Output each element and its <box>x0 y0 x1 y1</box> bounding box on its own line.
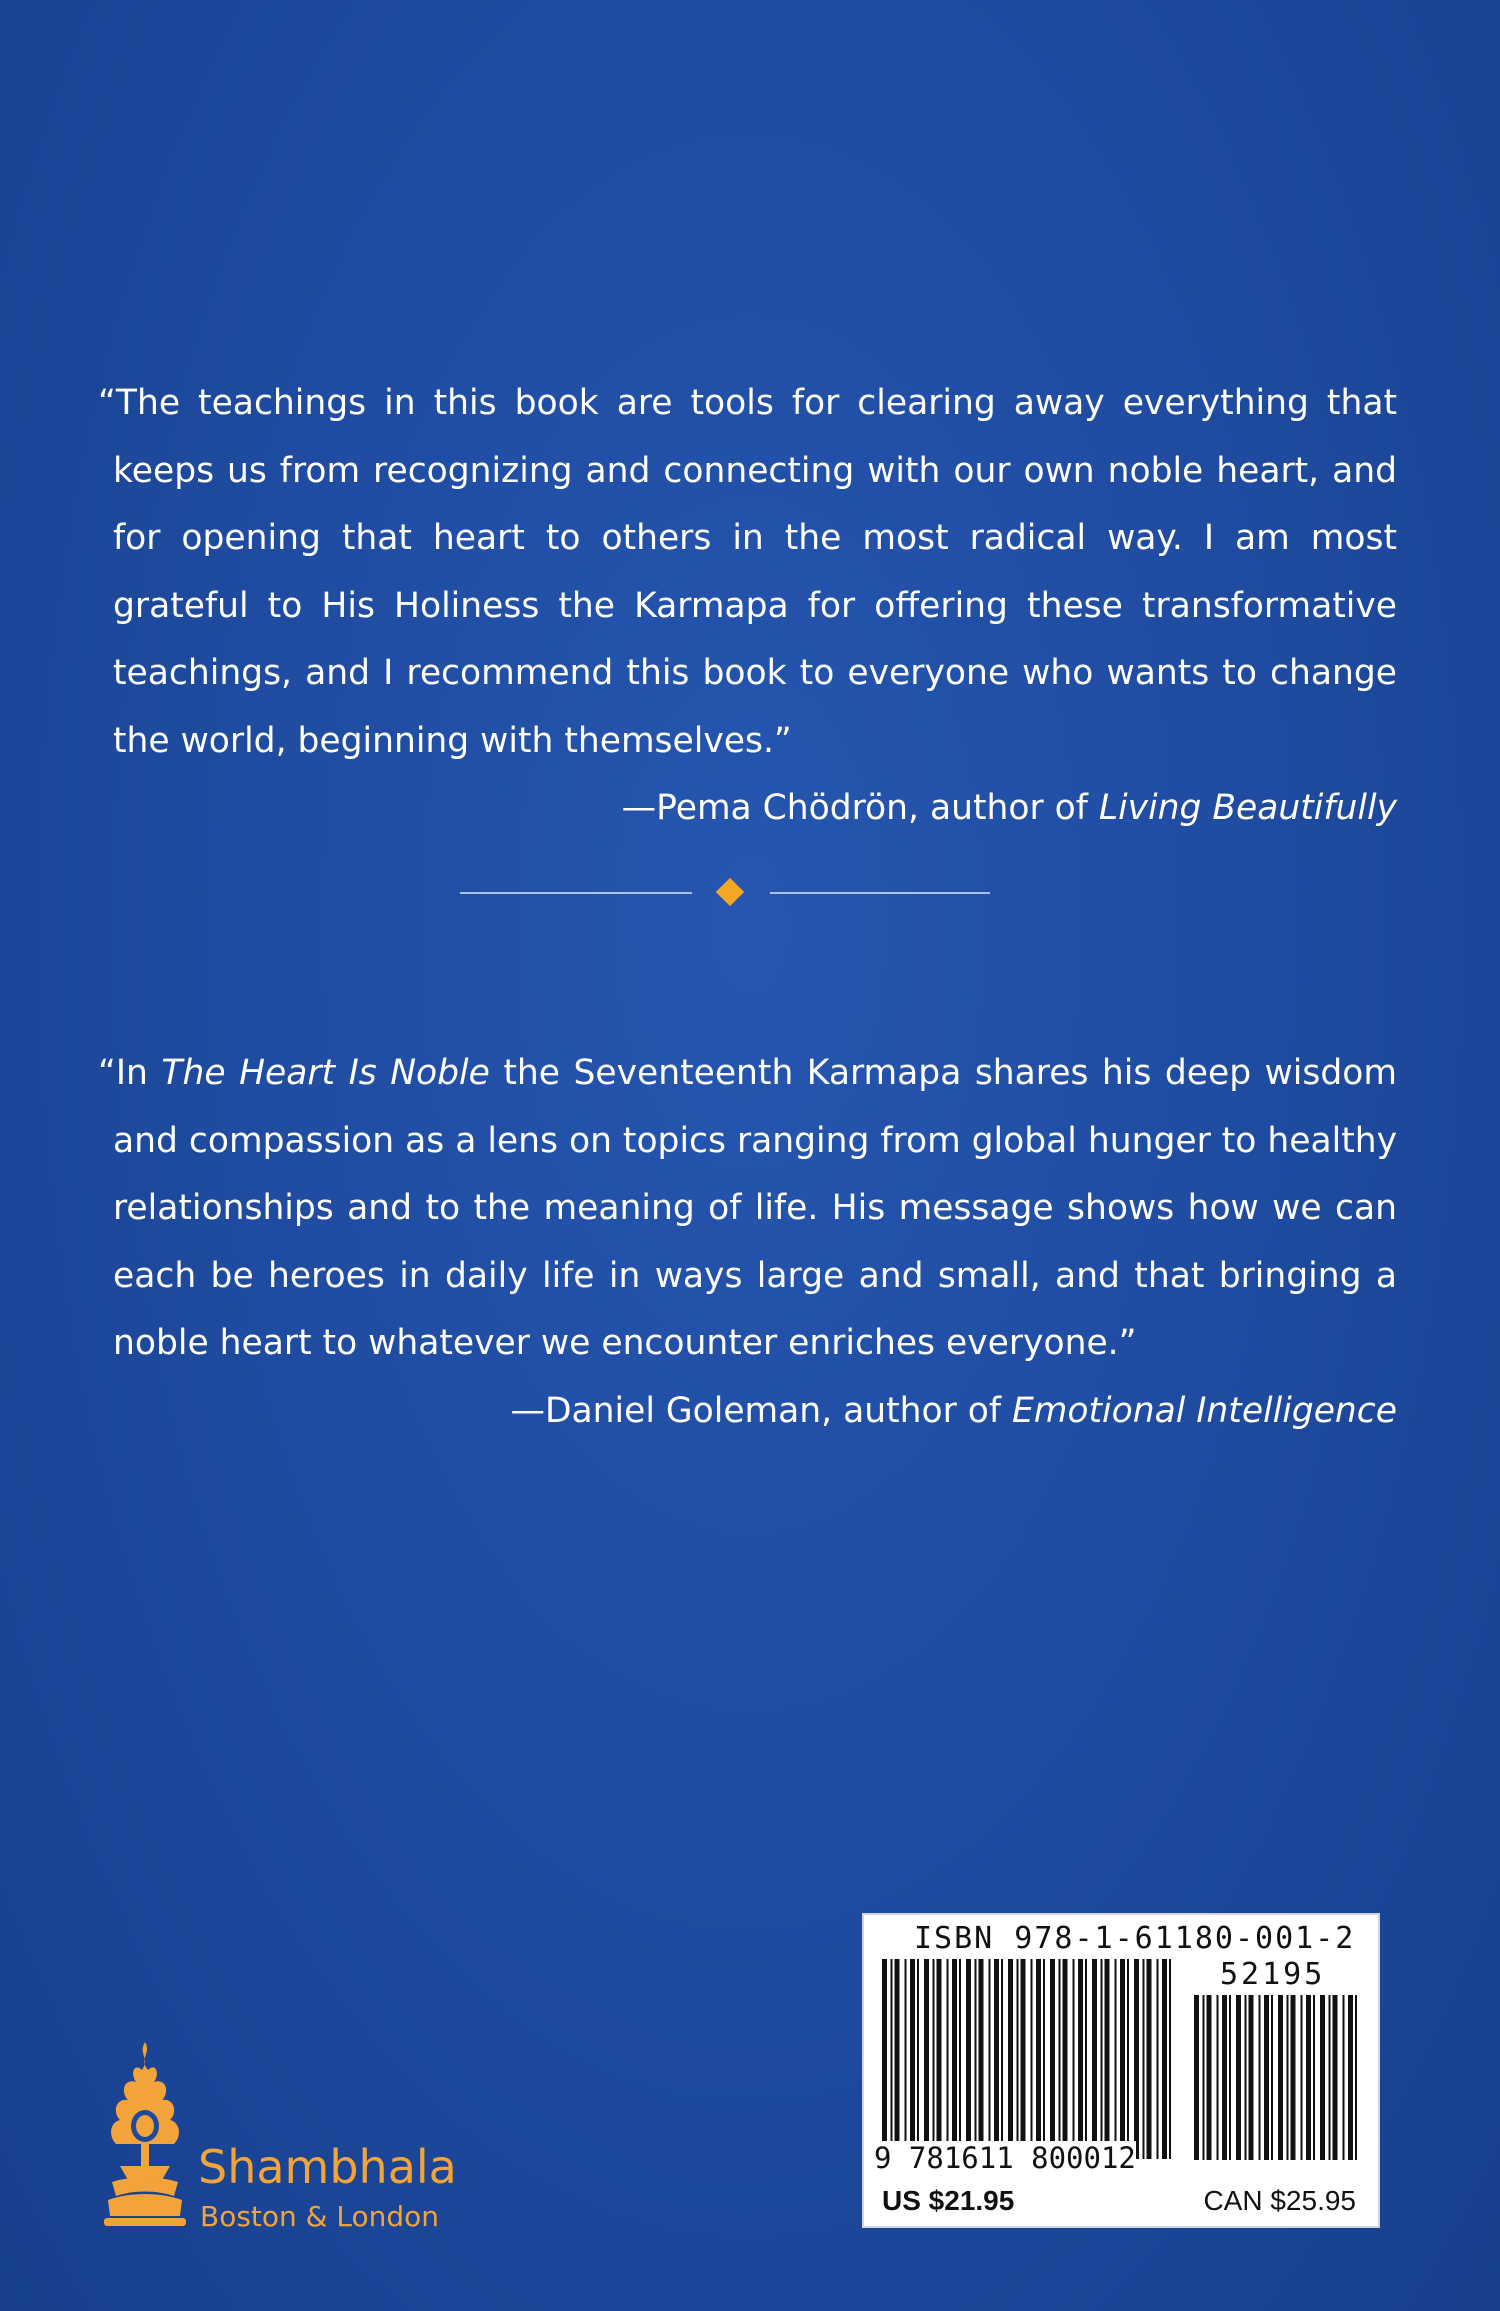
barcode-bar <box>1092 1959 1097 2159</box>
blurb-daniel-goleman <box>95 1040 1397 1445</box>
barcode-bar <box>1333 1995 1338 2160</box>
barcode-bar <box>1306 1995 1311 2160</box>
barcode-bar <box>1043 1959 1045 2159</box>
price-us: US $21.95 <box>882 2185 1015 2216</box>
divider-rule-left <box>460 892 692 894</box>
attribution-book-title: Living Beautifully <box>1098 788 1397 828</box>
barcode-bar <box>952 1959 957 2159</box>
blurb-text-lead: “In <box>98 1053 162 1093</box>
barcode-bar <box>1264 1995 1269 2160</box>
ean-number: 9 781611 800012 <box>874 2141 1136 2175</box>
attribution-author: —Pema Chödrön, author of <box>621 788 1099 828</box>
barcode-bar <box>1157 1959 1159 2159</box>
barcode-bar <box>1115 1959 1117 2159</box>
barcode-bar <box>1050 1959 1055 2159</box>
barcode-bar <box>1008 1959 1013 2159</box>
barcode-bar <box>966 1959 971 2159</box>
supplement-barcode-bars <box>1194 1995 1364 2160</box>
barcode-bar <box>1229 1995 1231 2160</box>
barcode-bar <box>1105 1959 1110 2159</box>
diamond-icon <box>716 878 744 906</box>
barcode-bar <box>1085 1959 1087 2159</box>
barcode-bar <box>1236 1995 1241 2160</box>
divider-rule-right <box>770 892 990 894</box>
barcode-bar <box>1194 1995 1199 2160</box>
barcode-bar <box>924 1959 929 2159</box>
barcode-bar <box>1001 1959 1003 2159</box>
barcode-bar <box>994 1959 999 2159</box>
barcode-bar <box>1120 1959 1125 2159</box>
barcode-bar <box>1036 1959 1041 2159</box>
barcode-bar <box>1301 1995 1303 2160</box>
barcode-bar <box>1287 1995 1289 2160</box>
barcode-bar <box>1021 1959 1026 2159</box>
barcode-bar <box>979 1959 984 2159</box>
barcode-bar <box>1217 1995 1219 2160</box>
barcode-bar <box>905 1959 907 2159</box>
attribution-book-title: Emotional Intelligence <box>1011 1390 1397 1431</box>
attribution-author: —Daniel Goleman, author of <box>510 1390 1012 1431</box>
blurb-book-title: The Heart Is Noble <box>161 1053 490 1093</box>
barcode-bar <box>1031 1959 1033 2159</box>
barcode-bar <box>1078 1959 1083 2159</box>
barcode-bar <box>937 1959 942 2159</box>
barcode-bar <box>1143 1959 1145 2159</box>
barcode-bar <box>1203 1995 1205 2160</box>
barcode-bar <box>1073 1959 1075 2159</box>
isbn-barcode-label <box>862 1913 1380 2228</box>
barcode-bar <box>1147 1959 1152 2159</box>
blurb-text <box>95 1040 1397 1378</box>
barcode-bar <box>1222 1995 1227 2160</box>
barcode-bar <box>947 1959 949 2159</box>
barcode-bar <box>895 1959 900 2159</box>
barcode-bar <box>975 1959 977 2159</box>
price-can: CAN $25.95 <box>1203 2185 1356 2216</box>
barcode-bar <box>1291 1995 1296 2160</box>
barcode-bar <box>891 1959 893 2159</box>
barcode-bar <box>1278 1995 1283 2160</box>
barcode-bar <box>933 1959 935 2159</box>
barcode-bar <box>989 1959 991 2159</box>
barcode-bar <box>1059 1959 1061 2159</box>
barcode-bar <box>1320 1995 1325 2160</box>
divider-ornament <box>460 873 1030 913</box>
ean-barcode-bars <box>882 1959 1182 2159</box>
barcode-bar <box>1169 1959 1171 2159</box>
barcode-bar <box>1343 1995 1345 2160</box>
barcode-bar <box>1101 1959 1103 2159</box>
publisher-name: Shambhala <box>198 2140 457 2194</box>
flaming-jewel-logo-icon <box>90 2040 200 2230</box>
publisher-location: Boston & London <box>200 2200 440 2233</box>
blurb-attribution <box>95 1378 1397 1446</box>
barcode-bar <box>1249 1995 1254 2160</box>
barcode-bar <box>917 1959 919 2159</box>
barcode-bar <box>1017 1959 1019 2159</box>
blurb-text: “The teachings in this book are tools for clearing away everything that keeps us from recognizing and connecting with our own noble heart, and for opening that heart to others in the most radical way. I am most grateful to His Holiness the Karmapa for offering these transformative teachings, and I recommend this book to everyone who wants to change the world, beginning with themselves.” <box>98 383 1397 761</box>
barcode-bar <box>1355 1995 1357 2160</box>
blurb-attribution <box>95 775 1397 843</box>
barcode-bar <box>882 1959 887 2159</box>
barcode-supplement-number: 52195 <box>1220 1957 1326 1992</box>
barcode-bar <box>1259 1995 1261 2160</box>
barcode-bar <box>1329 1995 1331 2160</box>
blurb-text-rest: the Seventeenth Karmapa shares his deep wisdom and compassion as a lens on topics ranging from global hunger to healthy relationships and to the meaning of life. His message shows how we can each be heroes in daily life in ways large and small, and that bringing a noble heart to whatever we encounter enriches everyone.” <box>113 1053 1397 1363</box>
barcode-bar <box>1162 1959 1167 2159</box>
barcode-bar <box>1271 1995 1273 2160</box>
barcode-bar <box>1245 1995 1247 2160</box>
barcode-bar <box>910 1959 915 2159</box>
barcode-bar <box>1063 1959 1068 2159</box>
barcode-bar <box>1207 1995 1212 2160</box>
barcode-bar <box>1348 1995 1353 2160</box>
barcode-bar <box>1313 1995 1315 2160</box>
barcode-bar <box>1134 1959 1139 2159</box>
barcode-bar <box>1127 1959 1129 2159</box>
publisher-imprint <box>90 2040 470 2233</box>
isbn-number: ISBN 978-1-61180-001-2 <box>914 1921 1356 1956</box>
blurb-pema-chodron <box>95 370 1397 843</box>
barcode-bar <box>959 1959 961 2159</box>
